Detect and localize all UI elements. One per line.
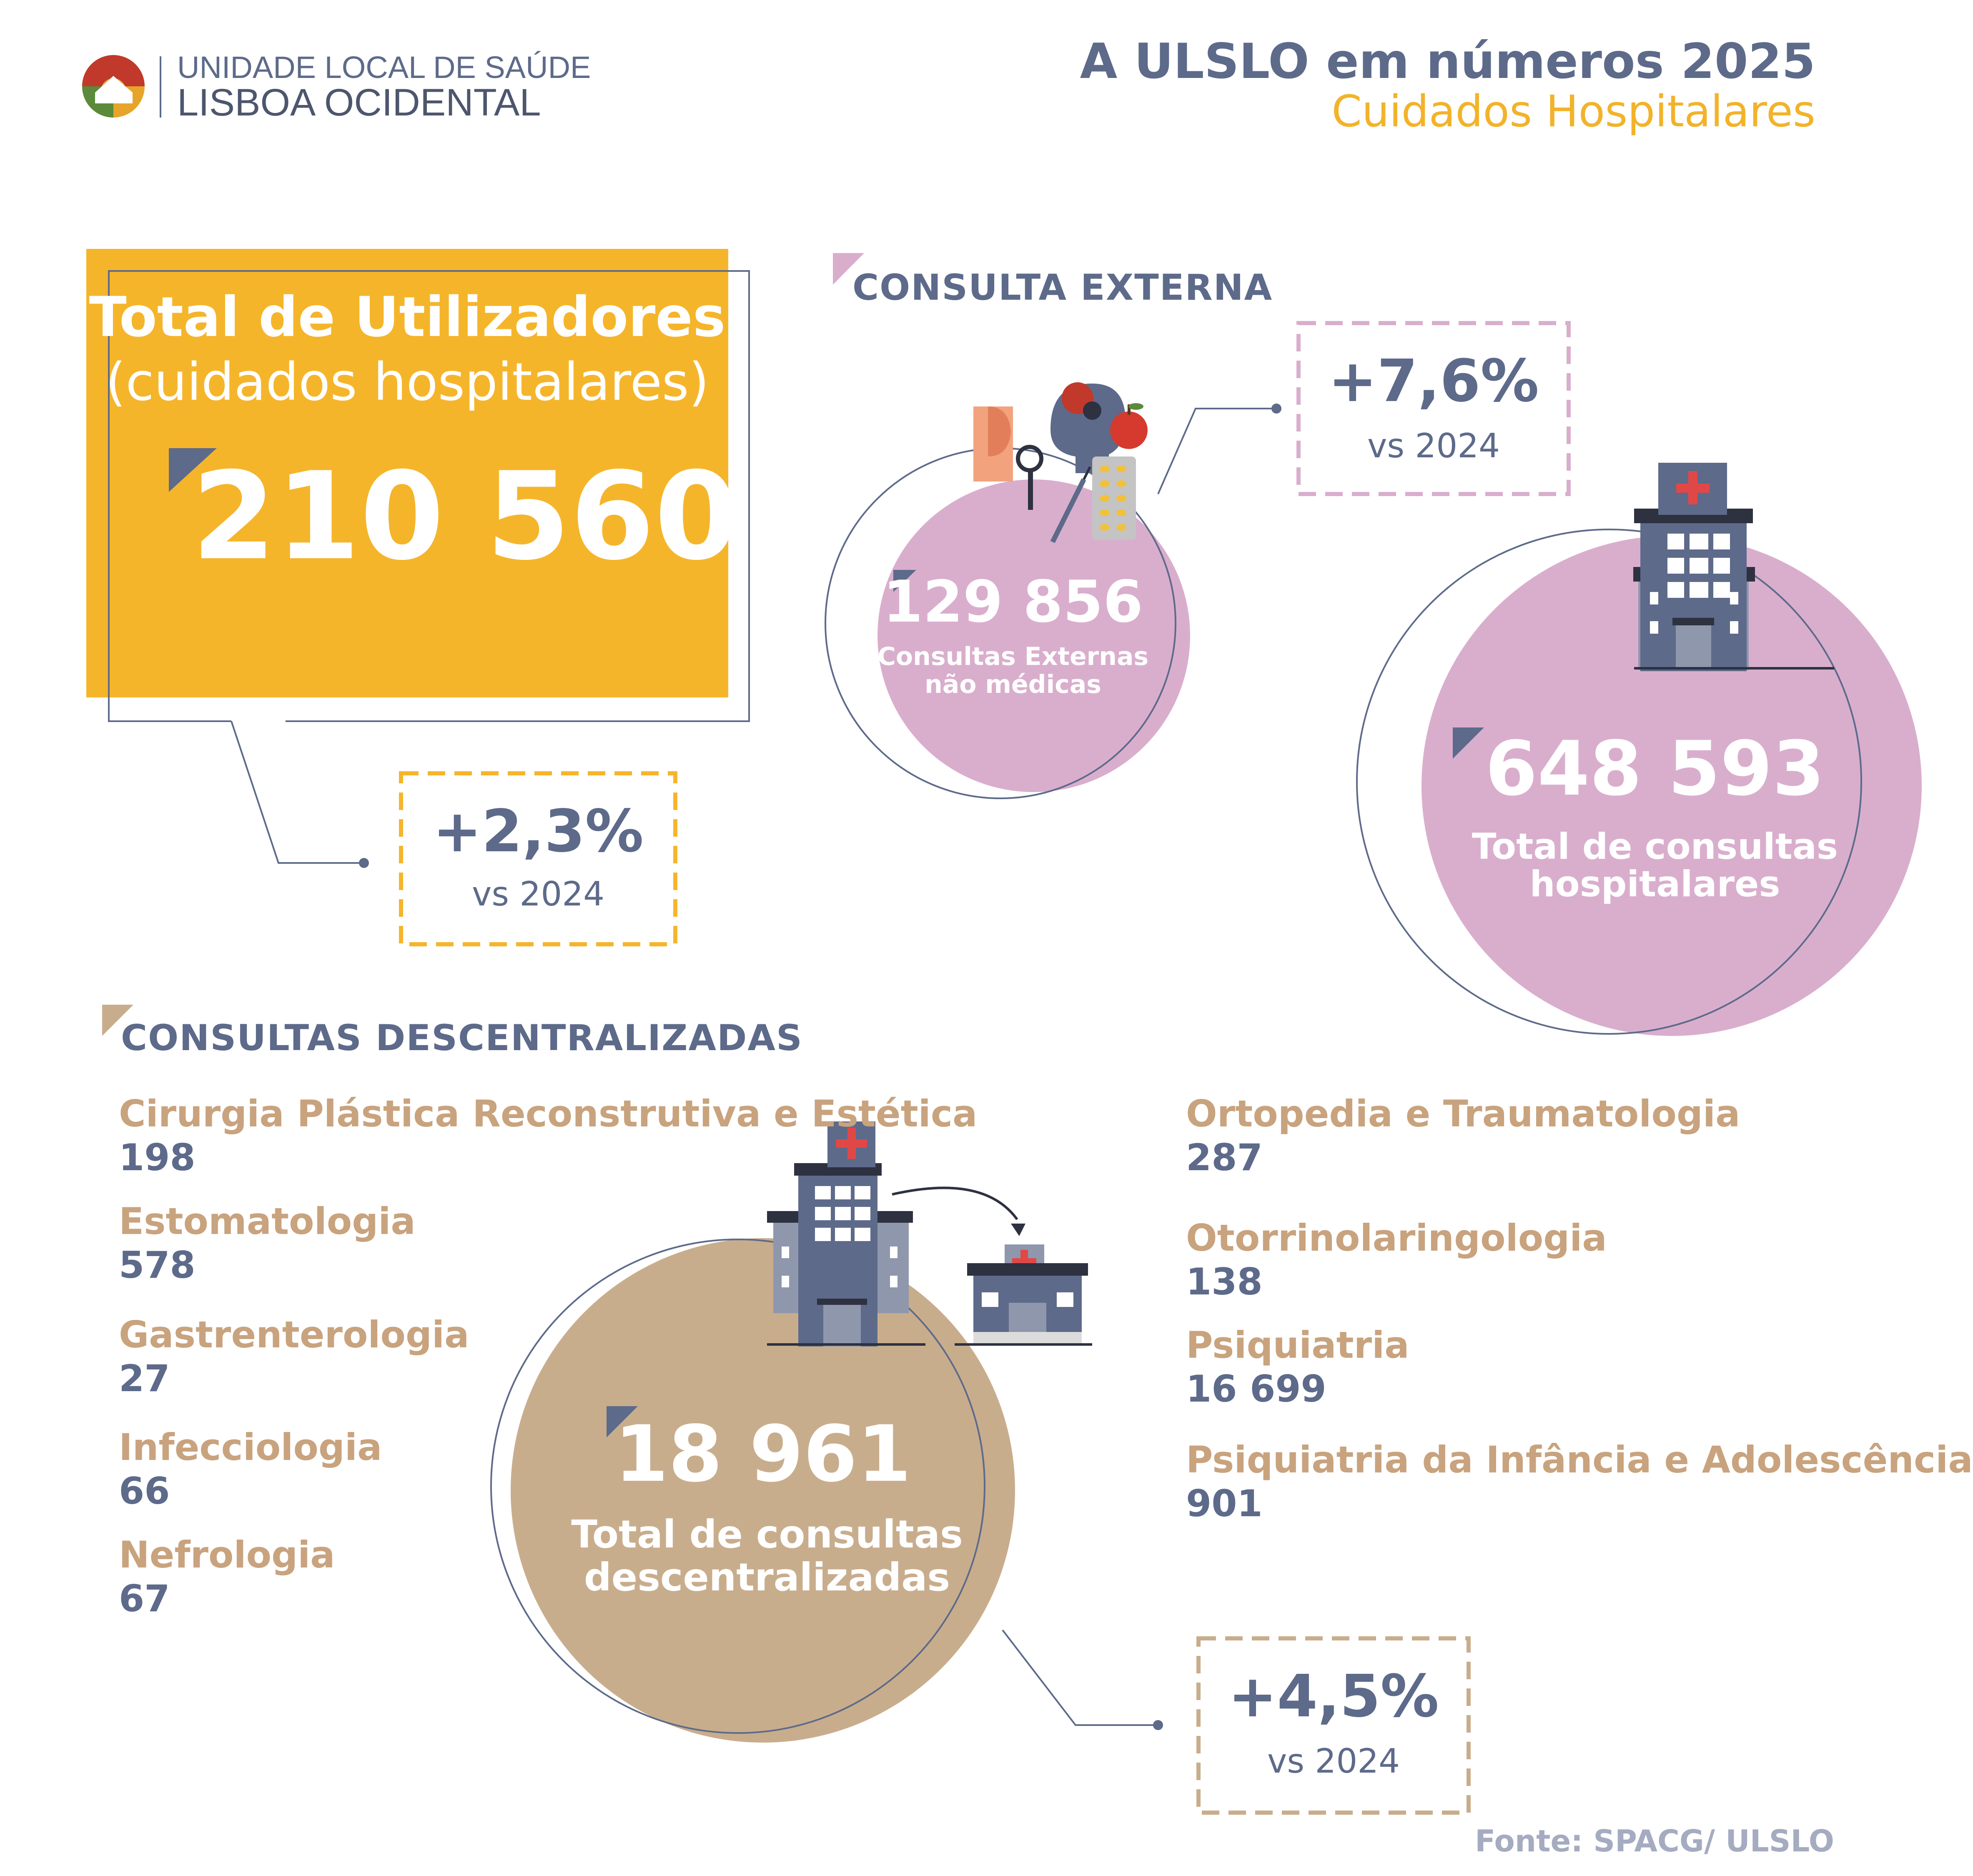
non-medical-value: 129 856: [882, 568, 1143, 635]
total-consultas-label-line2: hospitalares: [1529, 863, 1780, 905]
specialty-value: 198: [119, 1136, 196, 1179]
descentralizadas-change-value: +4,5%: [1228, 1663, 1439, 1731]
consulta-change-value: +7,6%: [1328, 347, 1539, 415]
total-consultas-value: 648 593: [1485, 725, 1825, 813]
specialty-value: 578: [119, 1244, 196, 1287]
users-total-value: 210 560: [192, 446, 739, 587]
descentralizadas-label-line1: Total de consultas: [571, 1512, 963, 1557]
specialty-name: Cirurgia Plástica Reconstrutiva e Estética: [119, 1092, 978, 1135]
specialty-name: Estomatologia: [119, 1200, 416, 1243]
specialty-name: Ortopedia e Traumatologia: [1186, 1092, 1740, 1135]
specialty-value: 67: [119, 1577, 170, 1620]
specialty-name: Otorrinolaringologia: [1186, 1216, 1607, 1259]
total-consultas-label-line1: Total de consultas: [1472, 826, 1838, 868]
non-medical-label-line2: não médicas: [925, 670, 1101, 699]
specialty-value: 16 699: [1186, 1367, 1326, 1410]
page-title: A ULSLO em números 2025: [1080, 33, 1815, 90]
users-change-value: +2,3%: [433, 798, 644, 865]
specialty-value: 287: [1186, 1136, 1263, 1179]
specialty-value: 901: [1186, 1482, 1263, 1525]
consulta-externa-heading: CONSULTA EXTERNA: [852, 267, 1273, 308]
specialty-value: 66: [119, 1470, 170, 1512]
org-name-line1: UNIDADE LOCAL DE SAÚDE: [177, 50, 591, 85]
descentralizadas-change-ref: vs 2024: [1267, 1742, 1400, 1781]
specialty-name: Nefrologia: [119, 1533, 335, 1576]
descentralizadas-connector: [1003, 1630, 1157, 1725]
descentralizadas-heading: CONSULTAS DESCENTRALIZADAS: [121, 1017, 803, 1059]
page-subtitle: Cuidados Hospitalares: [1331, 86, 1815, 137]
specialty-value: 27: [119, 1357, 170, 1400]
specialty-value: 138: [1186, 1260, 1263, 1303]
users-title-line2: (cuidados hospitalares): [105, 352, 709, 412]
descentralizadas-total-value: 18 961: [614, 1409, 911, 1499]
source-footnote: Fonte: SPACG/ ULSLO: [1475, 1823, 1834, 1858]
consulta-change-ref: vs 2024: [1367, 426, 1500, 465]
users-change-ref: vs 2024: [471, 875, 605, 913]
specialty-name: Gastrenterologia: [119, 1313, 469, 1356]
descentralizadas-label-line2: descentralizadas: [584, 1555, 950, 1600]
users-title-line1: Total de Utilizadores: [89, 285, 726, 349]
org-name-line2: LISBOA OCIDENTAL: [177, 81, 541, 124]
specialty-name: Infecciologia: [119, 1426, 382, 1469]
non-medical-label-line1: Consultas Externas: [877, 642, 1149, 671]
specialty-name: Psiquiatria da Infância e Adolescência: [1186, 1438, 1973, 1481]
specialty-name: Psiquiatria: [1186, 1324, 1409, 1367]
